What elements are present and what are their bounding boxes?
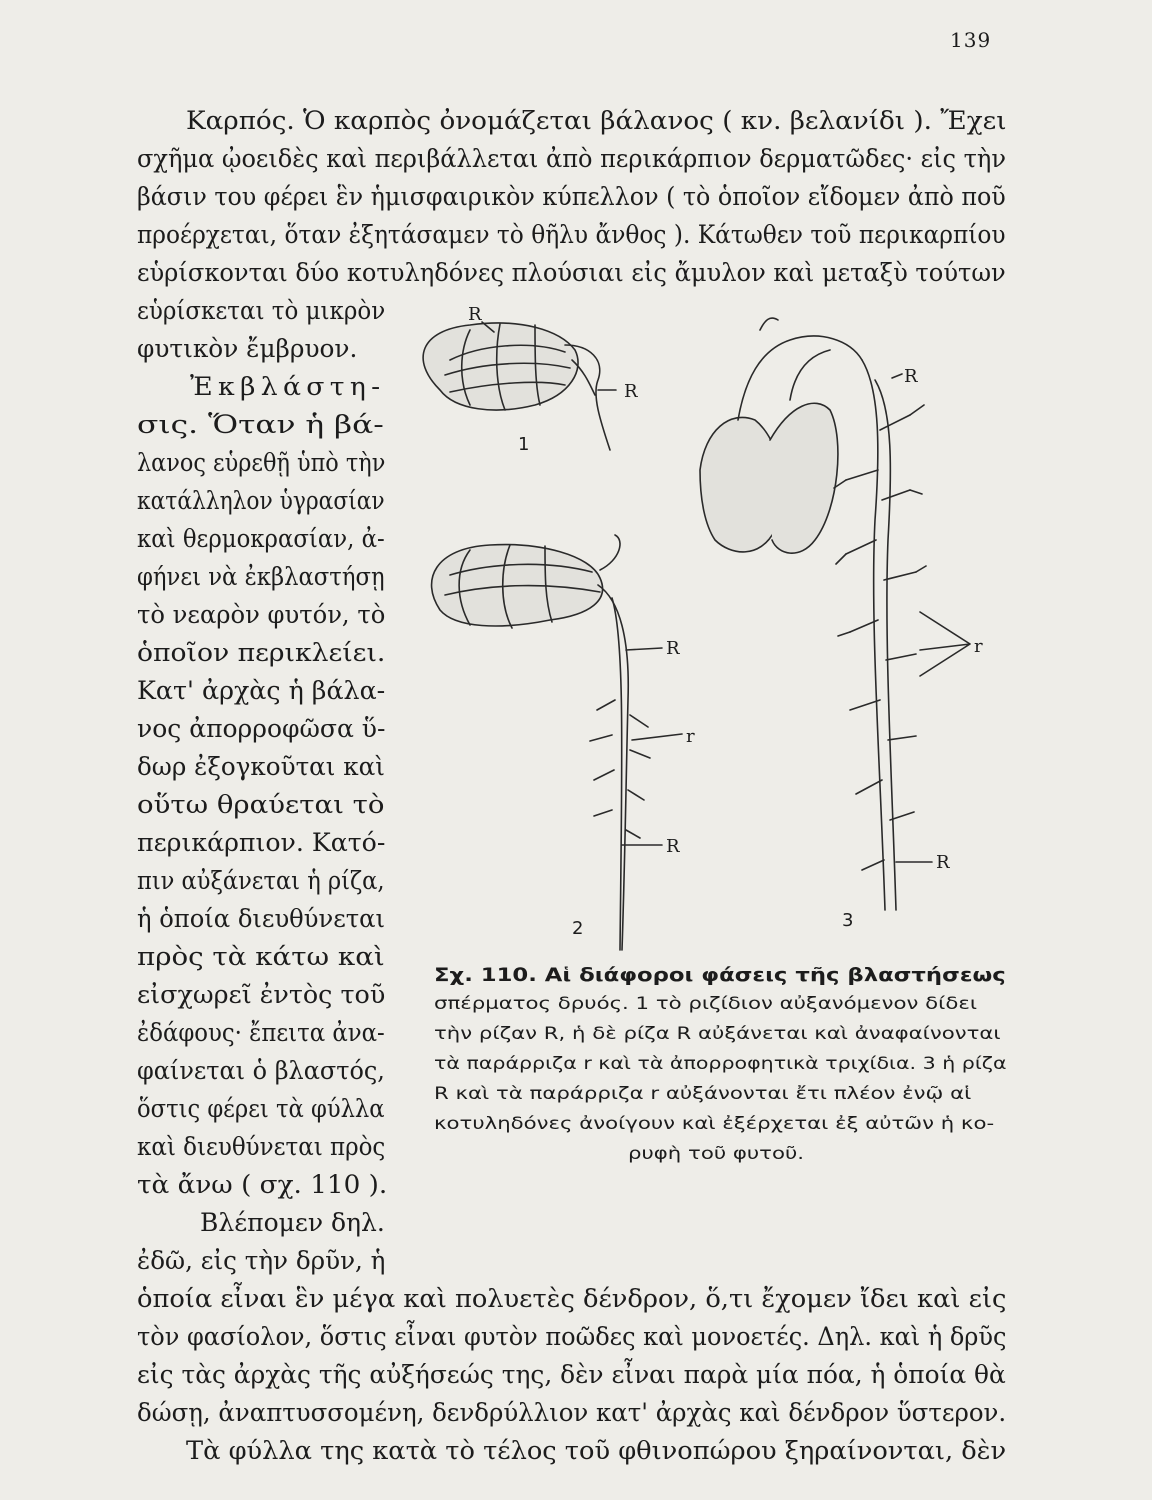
- lateral-root-label: r: [974, 636, 983, 657]
- text-line: εὑρίσκεται τὸ μικρὸν: [137, 296, 386, 325]
- text-line: ἐδάφους· ἔπειτα ἀνα-: [137, 1018, 385, 1047]
- caption-line: ρυφὴ τοῦ φυτοῦ.: [628, 1144, 805, 1164]
- caption-line: τὴν ρίζαν R, ἡ δὲ ρίζα R αὐξάνεται καὶ ἀναφαίνονται: [434, 1024, 1001, 1044]
- text-line: τὰ ἄνω ( σχ. 110 ).: [137, 1170, 388, 1199]
- caption-line: σπέρματος δρυός. 1 τὸ ριζίδιον αὐξανόμενον δίδει: [434, 994, 978, 1014]
- text-line: Βλέπομεν δηλ.: [200, 1208, 385, 1237]
- text-line: λανος εὑρεθῇ ὑπὸ τὴν: [137, 448, 386, 477]
- text-line: φυτικὸν ἔμβρυον.: [137, 334, 358, 363]
- text-line: καὶ θερμοκρασίαν, ἀ-: [137, 524, 385, 553]
- stage-1-acorn-drawing: [423, 323, 610, 450]
- text-line: βάσιν του φέρει ἓν ἡμισφαιρικὸν κύπελλον ( τὸ ὁποῖον εἴδομεν ἀπὸ ποῦ: [137, 182, 1006, 211]
- text-line: φαίνεται ὁ βλαστός,: [137, 1056, 385, 1085]
- text-line: προέρχεται, ὅταν ἐξητάσαμεν τὸ θῆλυ ἄνθος ). Κάτωθεν τοῦ περικαρπίου: [137, 220, 1006, 249]
- text-line: κατάλληλον ὑγρασίαν: [137, 486, 385, 515]
- text-line: ἡ ὁποία διευθύνεται: [137, 904, 386, 933]
- text-line: πρὸς τὰ κάτω καὶ: [137, 942, 385, 971]
- stage-2-label: 2: [572, 918, 584, 939]
- text-line: Τὰ φύλλα της κατὰ τὸ τέλος τοῦ φθινοπώρου ξηραίνονται, δὲν: [186, 1436, 1007, 1465]
- page-number: 139: [950, 28, 992, 52]
- text-line: καὶ διευθύνεται πρὸς: [137, 1132, 386, 1161]
- caption-line: R καὶ τὰ παράρριζα r αὐξάνονται ἔτι πλέον ἐνῷ αἱ: [434, 1084, 972, 1104]
- text-line: τὸ νεαρὸν φυτόν, τὸ: [137, 600, 386, 629]
- text-line: Κατ' ἀρχὰς ἡ βάλα-: [137, 676, 386, 705]
- text-line: Καρπός. Ὁ καρπὸς ὀνομάζεται βάλανος ( κν. βελανίδι ). Ἔχει: [186, 106, 1007, 135]
- lateral-root-label: r: [686, 726, 695, 747]
- text-line: εὑρίσκονται δύο κοτυληδόνες πλούσιαι εἰς ἄμυλον καὶ μεταξὺ τούτων: [137, 258, 1006, 287]
- text-line: σχῆμα ᾠοειδὲς καὶ περιβάλλεται ἀπὸ περικάρπιον δερματῶδες· εἰς τὴν: [137, 144, 1006, 173]
- root-label: R: [904, 366, 918, 387]
- text-line: πιν αὐξάνεται ἡ ρίζα,: [137, 866, 385, 895]
- text-line: δώσῃ, ἀναπτυσσομένη, δενδρύλλιον κατ' ἀρχὰς καὶ δένδρον ὕστερον.: [137, 1398, 1007, 1427]
- acorn-germination-figure: [400, 300, 1010, 960]
- text-line: φήνει νὰ ἐκβλαστήσῃ: [137, 562, 385, 591]
- text-line: ὁποῖον περικλείει.: [137, 638, 386, 667]
- text-line: εἰς τὰς ἀρχὰς τῆς αὐξήσεώς της, δὲν εἶναι παρὰ μία πόα, ἡ ὁποία θὰ: [137, 1360, 1006, 1389]
- stage-3-plant-drawing: [700, 318, 926, 910]
- section-heading: Ἐκβλάστη-: [190, 372, 386, 401]
- caption-title: Σχ. 110. Αἱ διάφοροι φάσεις τῆς βλαστήσεως: [434, 964, 1006, 986]
- text-line: ὅστις φέρει τὰ φύλλα: [137, 1094, 385, 1123]
- root-label: R: [936, 852, 950, 873]
- text-line: νος ἀπορροφῶσα ὕ-: [137, 714, 386, 743]
- text-line: οὕτω θραύεται τὸ: [137, 790, 385, 819]
- stage-2-seedling-drawing: [432, 535, 650, 950]
- root-label: R: [468, 304, 482, 325]
- root-label: R: [624, 381, 638, 402]
- caption-line: τὰ παράρριζα r καὶ τὰ ἀπορροφητικὰ τριχίδια. 3 ἡ ρίζα: [434, 1054, 1007, 1074]
- root-label: R: [666, 836, 680, 857]
- caption-line: κοτυληδόνες ἀνοίγουν καὶ ἐξέρχεται ἐξ αὐτῶν ἡ κο-: [434, 1114, 995, 1134]
- text-line: σις. Ὅταν ἡ βά-: [137, 410, 384, 439]
- text-line: δωρ ἐξογκοῦται καὶ: [137, 752, 385, 781]
- text-line: ὁποία εἶναι ἓν μέγα καὶ πολυετὲς δένδρον, ὅ,τι ἔχομεν ἴδει καὶ εἰς: [137, 1284, 1007, 1313]
- stage-1-label: 1: [518, 434, 530, 455]
- stage-3-label: 3: [842, 910, 854, 931]
- root-label: R: [666, 638, 680, 659]
- text-line: περικάρπιον. Κατό-: [137, 828, 386, 857]
- text-line: ἐδῶ, εἰς τὴν δρῦν, ἡ: [137, 1246, 386, 1275]
- text-line: εἰσχωρεῖ ἐντὸς τοῦ: [137, 980, 386, 1009]
- text-line: τὸν φασίολον, ὅστις εἶναι φυτὸν ποῶδες καὶ μονοετές. Δηλ. καὶ ἡ δρῦς: [137, 1322, 1007, 1351]
